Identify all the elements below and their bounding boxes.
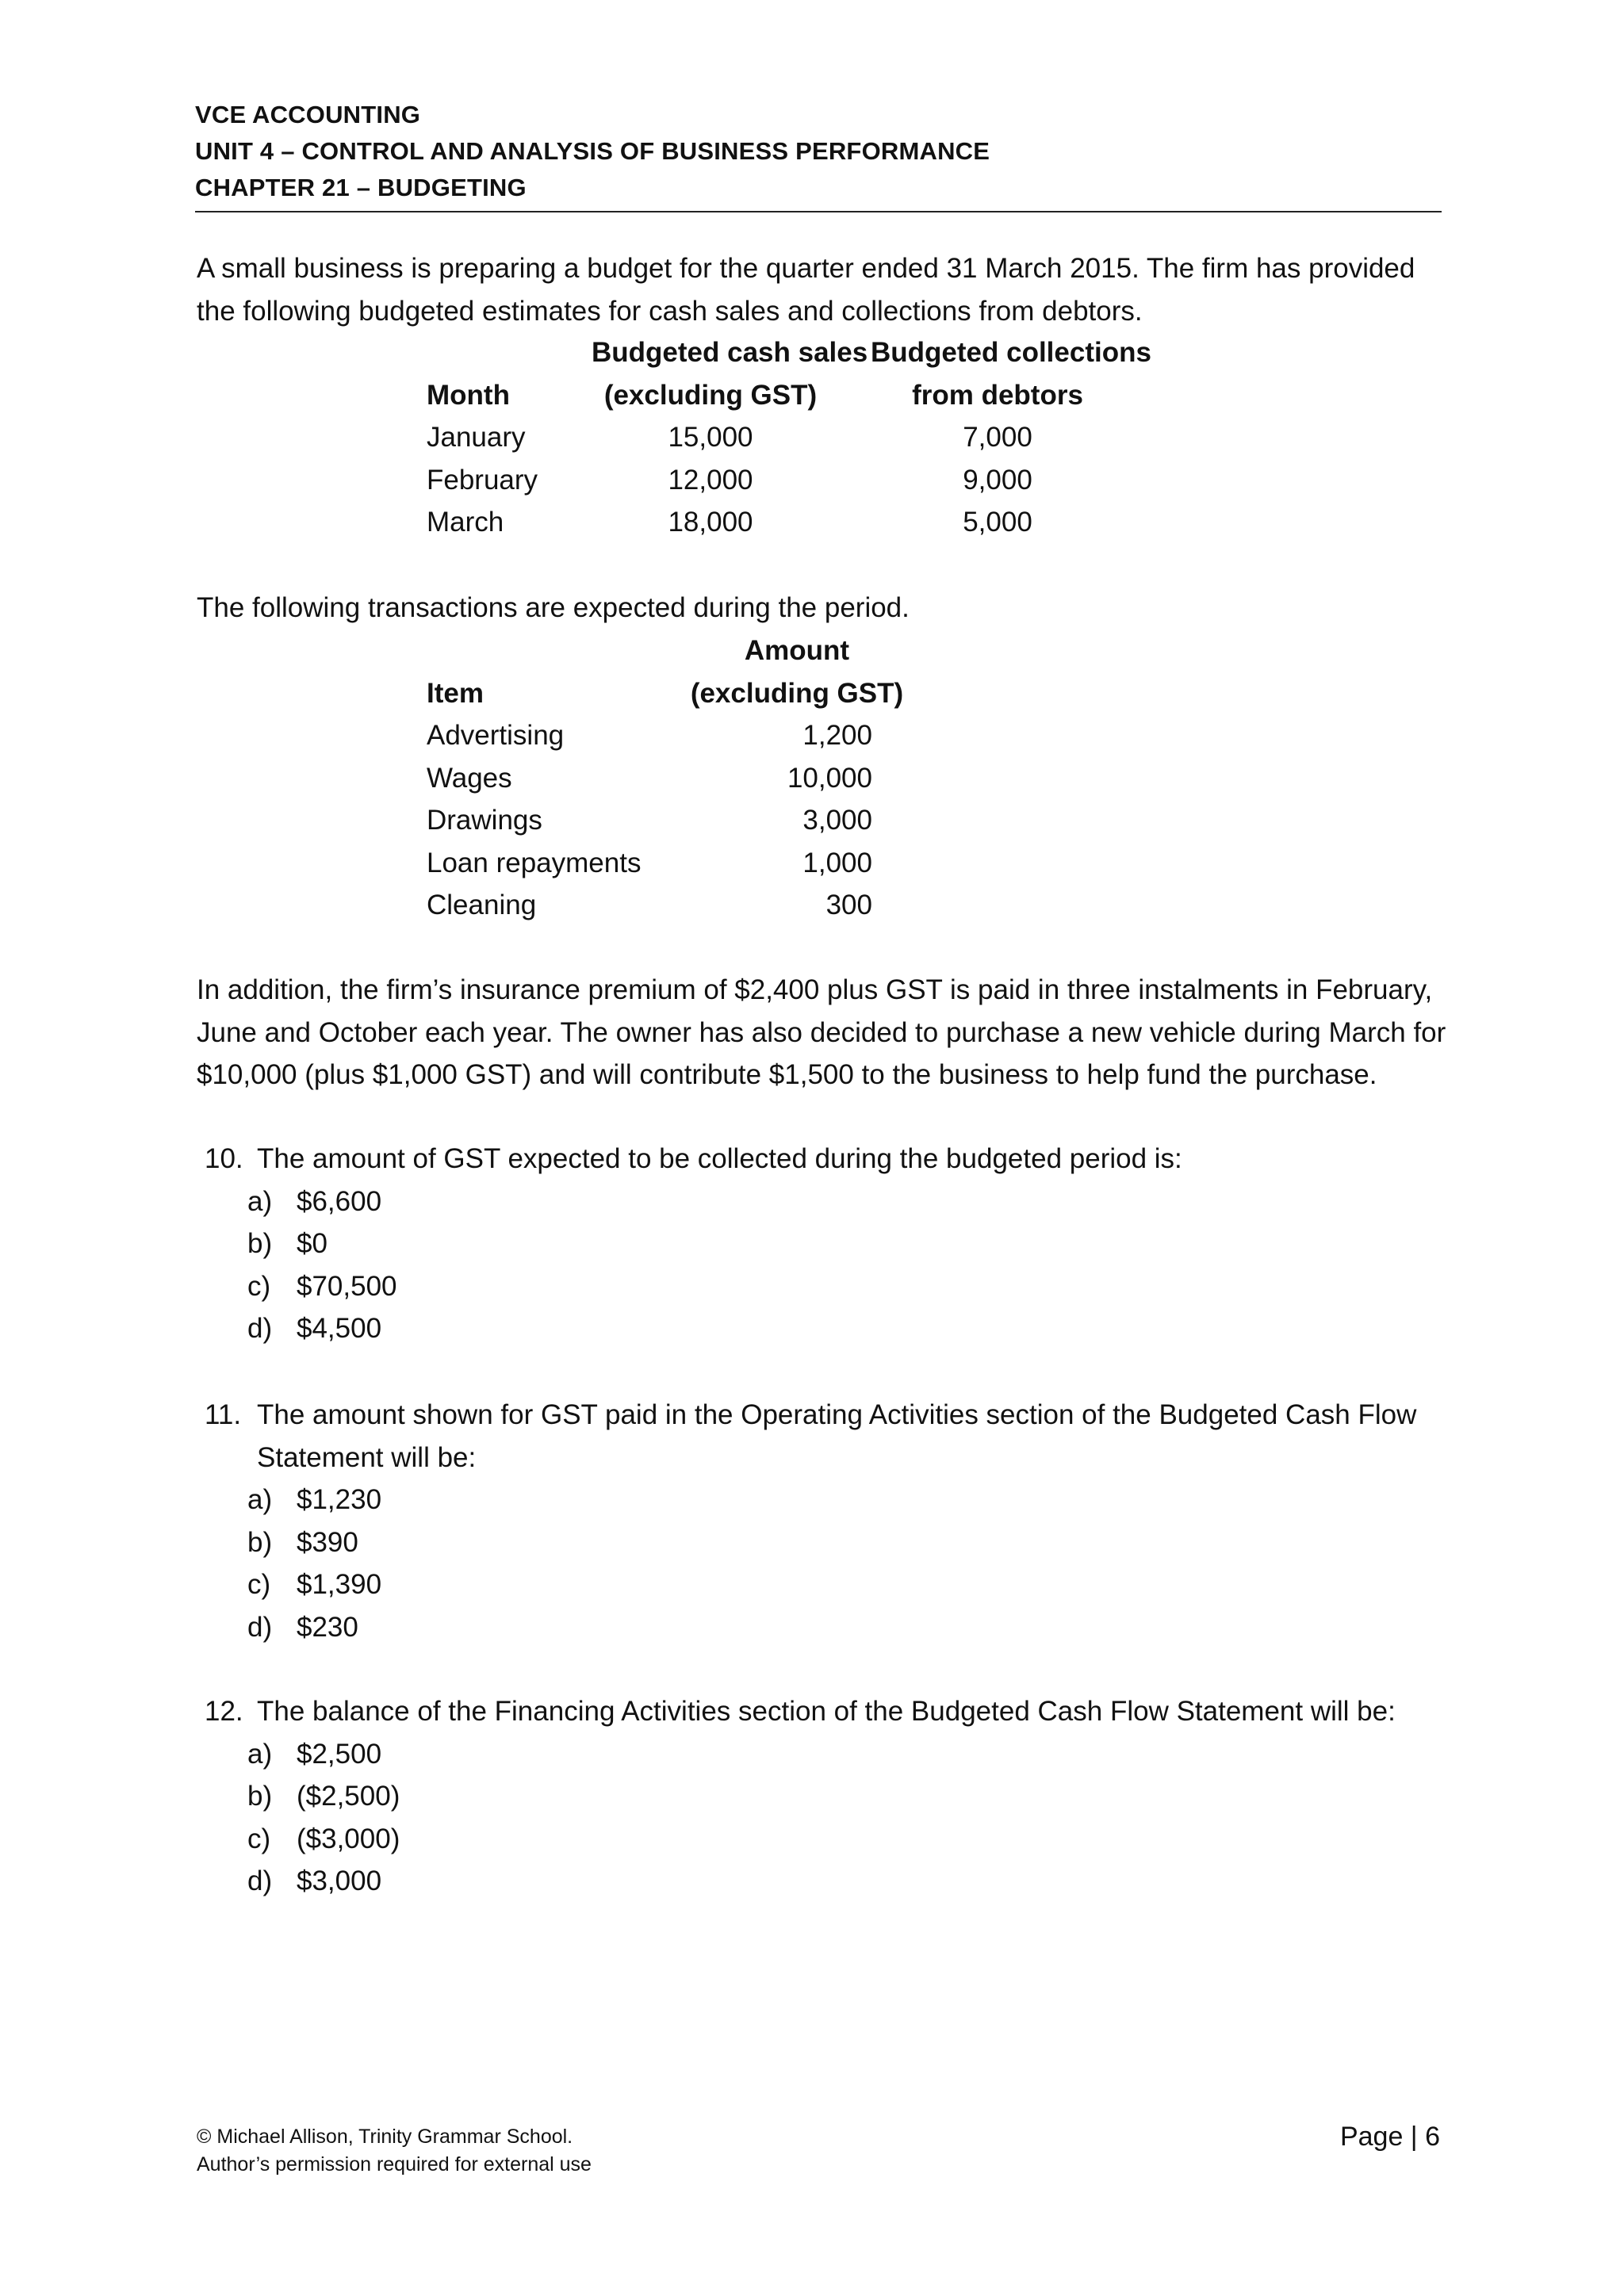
answer-option [205,1479,1450,1521]
answer-option [205,1606,1450,1649]
transactions-intro: The following transactions are expected during the period. [197,592,910,623]
transactions-table [427,629,918,927]
item-cell: Advertising [427,720,565,751]
option-value: $0 [297,1228,327,1259]
table-row [427,799,918,842]
header-unit: UNIT 4 – CONTROL AND ANALYSIS OF BUSINESS PERFORMANCE [195,137,990,165]
option-letter: a) [247,1484,273,1515]
collections-header-line1: Budgeted collections [871,337,1151,368]
answer-option [205,1521,1450,1564]
item-header: Item [427,677,484,709]
header-chapter: CHAPTER 21 – BUDGETING [195,174,527,201]
amount-cell: 3,000 [802,805,872,836]
answer-option [205,1181,1450,1223]
transactions-header-row-2 [427,672,918,715]
amount-header-line2: (excluding GST) [690,677,904,709]
question-number: 10. [205,1143,243,1174]
sales-table-header-row-1 [427,331,1172,374]
table-row [427,501,1172,544]
answer-option [205,1307,1450,1350]
amount-cell: 300 [825,890,872,920]
addition-paragraph: In addition, the firm’s insurance premium of $2,400 plus GST is paid in three instalments in February, June and October each year. The owner has also decided to purchase a new vehicle during March for $10,000 (plus $1,000 GST) and will contribute $1,500 to the business to help fund the purchase. [197,974,1446,1090]
question-11 [205,1394,1450,1648]
question-text: The balance of the Financing Activities section of the Budgeted Cash Flow Statement will be: [257,1696,1396,1727]
option-letter: d) [247,1313,273,1344]
sales-cell: 12,000 [668,464,753,496]
option-letter: a) [247,1738,273,1770]
option-letter: b) [247,1526,273,1558]
page-number: Page | 6 [1339,2122,1440,2152]
item-cell: Cleaning [427,890,537,920]
option-letter: d) [247,1866,273,1896]
amount-cell: 10,000 [787,762,872,794]
item-cell: Drawings [427,805,542,836]
answer-option [205,1223,1450,1265]
sales-table [427,331,1172,544]
sales-cell: 15,000 [668,422,753,453]
option-letter: b) [247,1781,273,1812]
collections-cell: 7,000 [963,422,1032,453]
table-row [427,884,918,927]
option-value: ($2,500) [297,1781,400,1812]
month-cell: January [427,422,526,453]
month-cell: February [427,464,538,496]
document-header [195,97,1440,206]
item-cell: Wages [427,762,512,794]
item-cell: Loan repayments [427,847,642,878]
option-value: $70,500 [297,1270,397,1302]
table-row [427,757,918,800]
question-stem [205,1394,1450,1479]
table-row [427,459,1172,502]
option-value: ($3,000) [297,1823,400,1854]
intro-paragraph: A small business is preparing a budget for the quarter ended 31 March 2015. The firm has provided the following budgeted estimates for cash sales and collections from debtors. [197,253,1415,327]
option-letter: c) [247,1270,271,1302]
collections-cell: 5,000 [963,507,1032,538]
footer-copyright: © Michael Allison, Trinity Grammar School. [197,2126,573,2148]
option-letter: d) [247,1611,273,1643]
option-letter: a) [247,1185,273,1217]
answer-option [205,1818,1450,1861]
option-value: $1,390 [297,1569,382,1600]
option-value: $3,000 [297,1866,382,1896]
option-value: $230 [297,1611,358,1643]
month-header: Month [427,379,510,411]
question-10 [205,1138,1450,1350]
question-number: 12. [205,1696,243,1727]
option-value: $390 [297,1526,358,1558]
table-row [427,842,918,885]
option-value: $6,600 [297,1185,382,1217]
header-divider [195,211,1442,212]
sales-header-line1: Budgeted cash sales [592,337,868,368]
question-number: 11. [205,1399,242,1430]
collections-header-line2: from debtors [912,379,1083,411]
amount-cell: 1,000 [802,847,872,878]
question-stem [205,1138,1450,1181]
answer-option [205,1860,1450,1903]
question-12 [205,1690,1450,1903]
option-value: $4,500 [297,1313,382,1344]
answer-option [205,1775,1450,1818]
answer-option [205,1733,1450,1776]
table-row [427,416,1172,459]
answer-option [205,1265,1450,1308]
sales-header-line2: (excluding GST) [603,379,818,411]
sales-table-header-row-2 [427,374,1172,417]
answer-option [205,1563,1450,1606]
option-letter: b) [247,1228,273,1259]
amount-cell: 1,200 [802,720,872,751]
header-subject: VCE ACCOUNTING [195,101,421,128]
amount-header-line1: Amount [744,635,850,666]
question-stem [205,1690,1450,1733]
question-text: The amount of GST expected to be collected during the budgeted period is: [257,1143,1182,1174]
option-value: $2,500 [297,1738,382,1770]
table-row [427,714,918,757]
option-letter: c) [247,1823,271,1854]
question-text: The amount shown for GST paid in the Operating Activities section of the Budgeted Cash Flow Statement will be: [257,1399,1417,1473]
collections-cell: 9,000 [963,464,1032,496]
month-cell: March [427,507,504,538]
sales-cell: 18,000 [668,507,753,538]
footer-copyright-block [197,2123,592,2179]
option-letter: c) [247,1569,271,1600]
transactions-header-row-1 [427,629,918,672]
footer-permission: Author’s permission required for external use [197,2153,592,2175]
option-value: $1,230 [297,1484,382,1515]
